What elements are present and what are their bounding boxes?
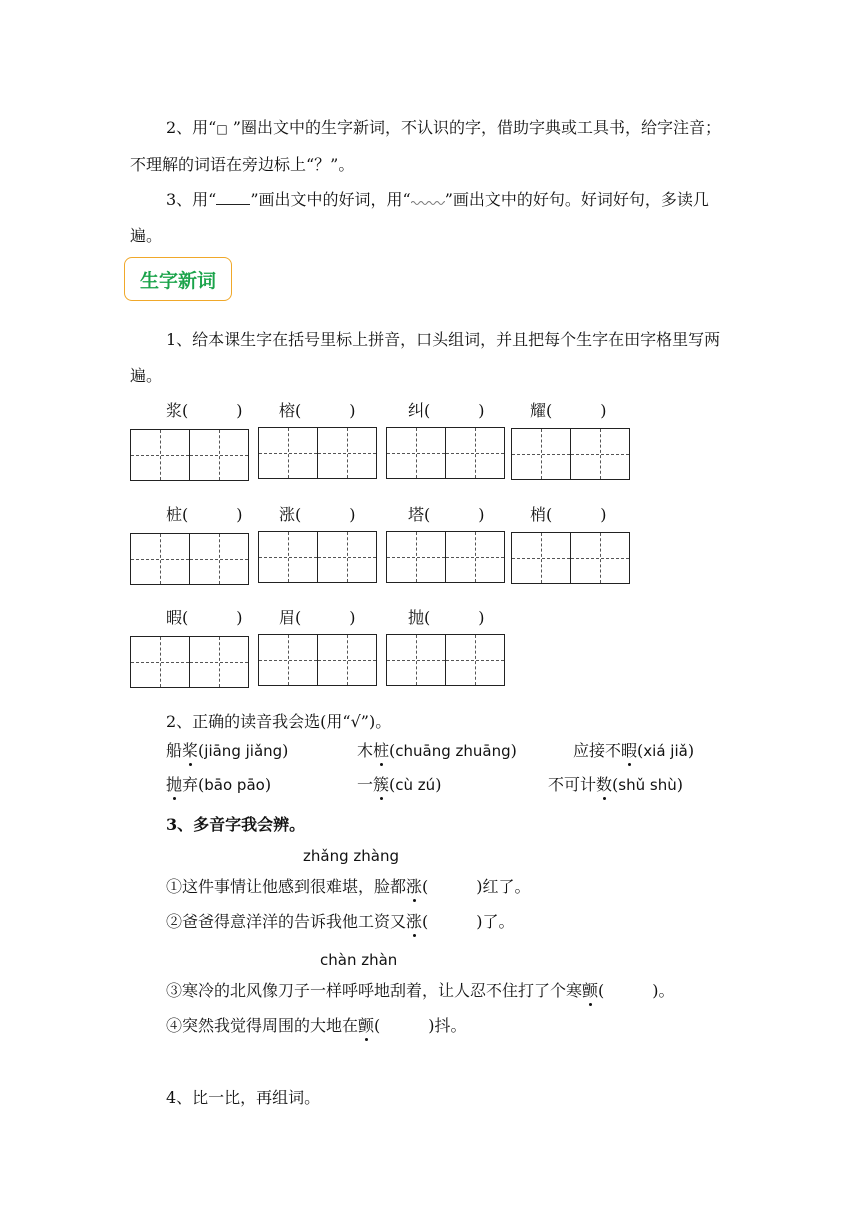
option-prefix: 不可计 <box>548 775 597 794</box>
option-pinyin: bāo pāo <box>204 776 265 794</box>
option-target-char: 抛 <box>166 775 183 794</box>
option-paren: ( <box>389 775 396 794</box>
instruction-2-text: ”圈出文中的生字新词，不认识的字，借助字典或工具书，给字注音；不理解的词语在旁边标上“？”。 <box>130 118 721 174</box>
exercise-2-title: 2、正确的读音我会选(用“√”)。 <box>166 712 392 731</box>
option-target-char: 簇 <box>373 775 390 794</box>
option-prefix: 应接不 <box>573 741 622 760</box>
option-paren-close: ) <box>510 741 517 760</box>
pronunciation-option[interactable] <box>166 738 288 761</box>
sentence-blank: ( )了。 <box>422 912 515 931</box>
pronunciation-option[interactable] <box>166 772 271 795</box>
sentence-3 <box>166 978 675 1001</box>
sentence-text: ②爸爸得意洋洋的告诉我他工资又 <box>166 912 407 931</box>
tianzige-cell[interactable] <box>189 533 249 585</box>
option-paren-close: ) <box>282 741 289 760</box>
sentence-1 <box>166 874 531 897</box>
tianzige-pair[interactable] <box>258 427 376 479</box>
option-pinyin: shǔ shù <box>618 776 677 794</box>
instruction-2-prefix: 2、用“ <box>166 118 217 137</box>
tianzige-pair[interactable] <box>511 428 629 480</box>
pronunciation-option[interactable] <box>357 738 517 761</box>
instruction-3-mid: ”画出文中的好词，用“ <box>250 190 411 209</box>
option-prefix: 一 <box>357 775 374 794</box>
sentence-blank: ( )抖。 <box>374 1016 467 1035</box>
option-paren-close: ) <box>264 775 272 794</box>
tianzige-cell[interactable] <box>570 428 630 480</box>
sentence-target-char: 涨 <box>406 912 423 931</box>
tianzige-cell[interactable] <box>189 636 249 688</box>
sentence-text: ③寒冷的北风像刀子一样呼呼地刮着，让人忍不住打了个寒 <box>166 981 583 1000</box>
sentence-4 <box>166 1013 467 1036</box>
option-pinyin: xiá jiǎ <box>643 742 688 760</box>
tianzige-cell[interactable] <box>570 532 630 584</box>
tianzige-cell[interactable] <box>130 429 190 481</box>
char-label-zhuang: 桩( ) <box>166 505 243 524</box>
tianzige-cell[interactable] <box>130 533 190 585</box>
tianzige-cell[interactable] <box>511 532 571 584</box>
char-label-zhang: 涨( ) <box>279 505 356 524</box>
tianzige-pair[interactable] <box>130 429 248 481</box>
pronunciation-option[interactable] <box>573 738 694 761</box>
tianzige-pair[interactable] <box>386 634 504 686</box>
tianzige-cell[interactable] <box>386 634 446 686</box>
exercise-4-title: 4、比一比，再组词。 <box>166 1088 321 1107</box>
char-label-mei: 眉( ) <box>279 608 356 627</box>
option-pinyin: jiāng jiǎng <box>204 742 283 760</box>
sentence-target-char: 颤 <box>582 981 599 1000</box>
tianzige-cell[interactable] <box>317 531 377 583</box>
instruction-underline-words <box>130 182 730 254</box>
tianzige-cell[interactable] <box>317 634 377 686</box>
tianzige-cell[interactable] <box>189 429 249 481</box>
pinyin-hint-zhang: zhǎng zhàng <box>303 847 399 865</box>
char-label-jiang: 浆( ) <box>166 401 243 420</box>
pinyin-hint-chan: chàn zhàn <box>320 951 398 969</box>
tianzige-cell[interactable] <box>258 427 318 479</box>
sentence-blank: ( )红了。 <box>422 877 531 896</box>
instruction-3-prefix: 3、用“ <box>166 190 217 209</box>
option-target-char: 暇 <box>621 741 638 760</box>
option-pinyin: cù zú <box>395 776 436 794</box>
sentence-text: ①这件事情让他感到很难堪，脸都 <box>166 877 407 896</box>
option-paren: ( <box>389 741 396 760</box>
tianzige-cell[interactable] <box>445 427 505 479</box>
straight-underline-symbol <box>216 190 250 205</box>
wavy-underline-symbol <box>411 195 445 205</box>
option-paren: ( <box>637 741 644 760</box>
instruction-3-suffix: ”画出文中的好句。好词好句，多读几遍。 <box>130 190 709 245</box>
sentence-text: ④突然我觉得周围的大地在 <box>166 1016 359 1035</box>
tianzige-cell[interactable] <box>386 427 446 479</box>
tianzige-cell[interactable] <box>258 531 318 583</box>
tianzige-pair[interactable] <box>130 636 248 688</box>
tianzige-cell[interactable] <box>258 634 318 686</box>
char-label-xia: 暇( ) <box>166 608 243 627</box>
sentence-blank: ( )。 <box>598 981 675 1000</box>
instruction-circle-words <box>130 110 730 183</box>
option-target-char: 桨 <box>182 741 199 760</box>
option-paren-close: ) <box>687 741 695 760</box>
option-paren: ( <box>198 741 205 760</box>
option-pinyin: chuāng zhuāng <box>395 742 511 760</box>
tianzige-pair[interactable] <box>258 634 376 686</box>
option-paren-close: ) <box>676 775 683 794</box>
option-target-char: 桩 <box>373 741 390 760</box>
char-label-shao: 梢( ) <box>530 505 607 524</box>
tianzige-cell[interactable] <box>130 636 190 688</box>
pronunciation-option[interactable] <box>548 772 683 795</box>
sentence-2 <box>166 909 515 932</box>
tianzige-cell[interactable] <box>386 531 446 583</box>
option-paren: 弃( <box>182 775 205 794</box>
tianzige-pair[interactable] <box>386 531 504 583</box>
tianzige-cell[interactable] <box>445 634 505 686</box>
char-label-jiu: 纠( ) <box>408 401 485 420</box>
tianzige-cell[interactable] <box>445 531 505 583</box>
tianzige-pair[interactable] <box>386 427 504 479</box>
option-target-char: 数 <box>596 775 613 794</box>
char-label-ta: 塔( ) <box>408 505 485 524</box>
tianzige-pair[interactable] <box>511 532 629 584</box>
option-paren-close: ) <box>435 775 442 794</box>
exercise-1-text: 1、给本课生字在括号里标上拼音，口头组词，并且把每个生字在田字格里写两遍。 <box>130 330 721 385</box>
square-symbol: □ <box>216 122 228 136</box>
tianzige-pair[interactable] <box>258 531 376 583</box>
char-label-yao: 耀( ) <box>530 401 607 420</box>
sentence-target-char: 涨 <box>406 877 423 896</box>
option-prefix: 船 <box>166 741 183 760</box>
pronunciation-option[interactable] <box>357 772 441 795</box>
char-label-pao: 抛( ) <box>408 608 485 627</box>
tianzige-pair[interactable] <box>130 533 248 585</box>
tianzige-cell[interactable] <box>317 427 377 479</box>
option-prefix: 木 <box>357 741 374 760</box>
exercise-3-title: 3、多音字我会辨。 <box>166 815 306 834</box>
section-badge: 生字新词 <box>124 257 232 301</box>
sentence-target-char: 颤 <box>358 1016 375 1035</box>
tianzige-cell[interactable] <box>511 428 571 480</box>
char-label-rong: 榕( ) <box>279 401 356 420</box>
option-paren: ( <box>612 775 619 794</box>
